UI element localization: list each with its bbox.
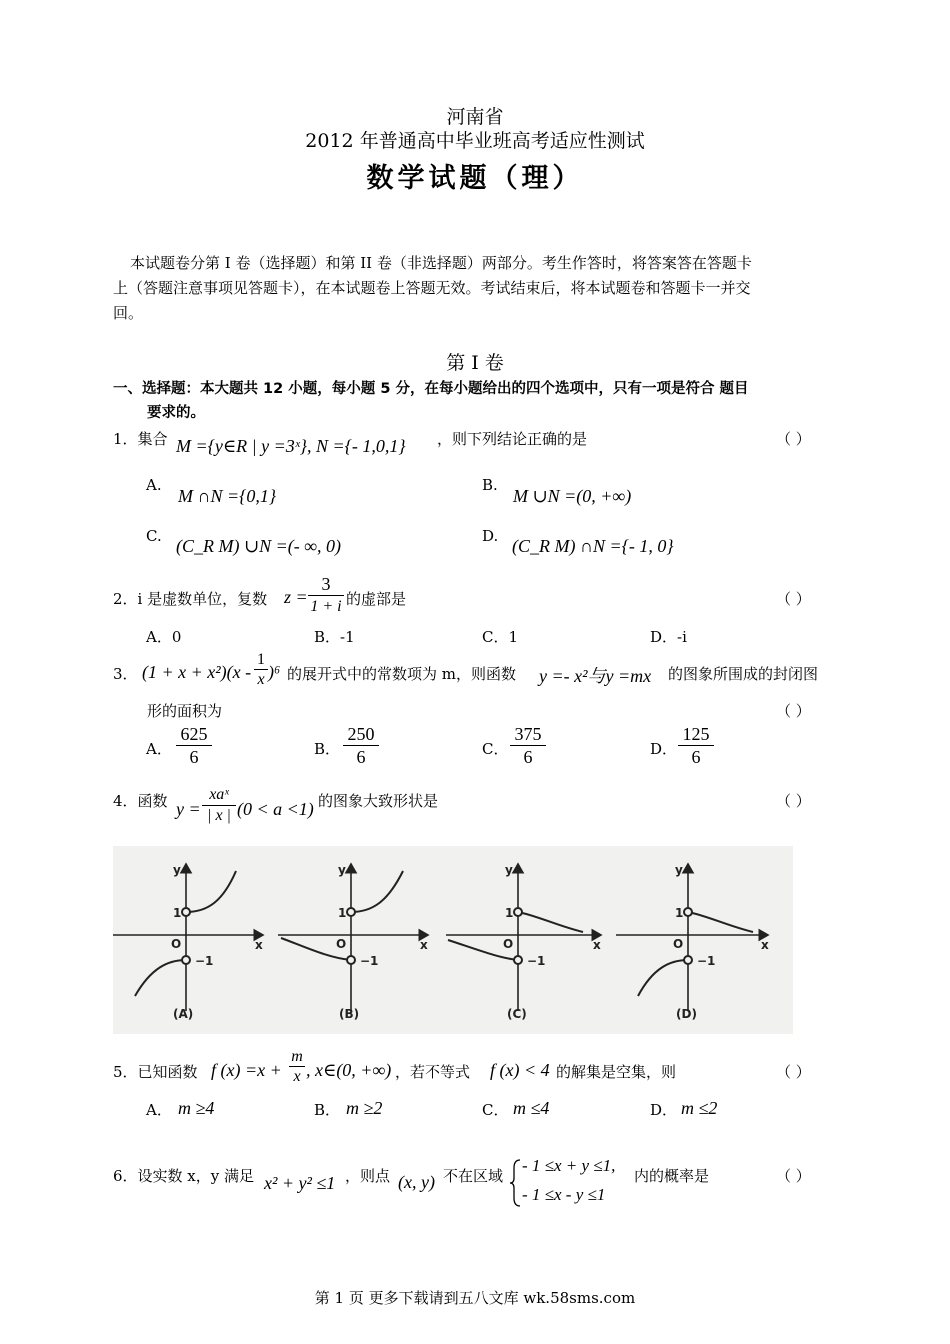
graph-c-curve-right [518,912,583,932]
graph-c-open-point-neg1 [514,956,522,964]
graph-a [113,864,263,1011]
graph-a-mark-neg1: −1 [195,954,214,968]
graph-b-caption: (B) [339,1007,360,1021]
section-heading-2: 要求的。 [147,405,205,421]
q6-answer-paren: （ ） [776,1167,811,1185]
q3-option-c: 375 6 [510,723,546,768]
q2-option-c: C．1 [482,628,519,646]
q5-func-left: f (x) =x + [211,1060,282,1080]
q5-frac-num: m [291,1048,303,1065]
q2-fraction [308,574,344,617]
graph-c-y-label: y [505,863,513,877]
intro-line-2: 上（答题注意事项见答题卡），在本试题卷上答题无效。考试结束后，将本试题卷和答题卡一并交 [113,279,751,297]
q5-option-c-letter: C． [482,1101,509,1119]
province-title: 河南省 [446,106,504,128]
graph-b [278,864,428,1011]
q5-func-right: , x∈(0, +∞) [306,1060,392,1080]
q5-frac-den: x [293,1068,301,1085]
graph-a-mark-1: 1 [173,906,182,920]
section-title: 第 I 卷 [446,352,504,374]
q3-option-a-letter: A． [146,740,172,758]
q3-fraction [254,650,268,689]
graph-d-curve-right [688,912,753,932]
q2-numerator: 3 [321,574,331,594]
q5-option-d-letter: D． [650,1101,678,1119]
q5-option-a: m ≥4 [178,1098,215,1118]
graph-b-origin: O [336,937,347,951]
graph-c-caption: (C) [507,1007,527,1021]
graph-d-open-point-1 [684,908,692,916]
graph-b-mark-1: 1 [338,906,347,920]
graph-a-curve-left [135,960,186,996]
q3-expr-right: )⁶ [268,662,281,682]
q3-frac-den: x [257,671,265,688]
graph-d-mark-neg1: −1 [697,954,716,968]
q3-frac-num: 1 [257,651,265,668]
q3-option-c-letter: C． [482,740,509,758]
graph-d-caption: (D) [676,1007,697,1021]
q1-option-b: M ∪N =(0, +∞) [513,486,632,506]
q2-number: 2．i 是虚数单位，复数 [113,590,268,608]
graph-d-curve-left [638,960,688,996]
q2-denominator: 1 + i [310,598,342,615]
q5-option-a-letter: A． [146,1101,172,1119]
q1-option-c: (C_R M) ∪N =(- ∞, 0) [176,536,342,556]
graph-c [446,864,601,1011]
graph-d-y-label: y [675,863,683,877]
q5-number: 5．已知函数 [113,1063,198,1081]
q2-option-a: A．0 [146,628,182,646]
graph-c-mark-neg1: −1 [527,954,546,968]
q1-answer-paren: （ ） [776,430,811,448]
q3-number: 3． [113,665,138,683]
q2-text: 的虚部是 [346,590,407,608]
graph-a-caption: (A) [173,1007,194,1021]
q5-fraction [289,1047,305,1086]
graph-a-curve-right [186,871,236,912]
q6-circle: x² + y² ≤1 [264,1173,336,1193]
graph-d-origin: O [673,937,684,951]
q5-answer-paren: （ ） [776,1063,811,1081]
graph-d-x-label: x [761,938,769,952]
q2-option-d: D．-i [650,628,687,646]
q3-text-3: 形的面积为 [147,702,223,720]
graph-b-mark-neg1: −1 [360,954,379,968]
q3-text-1: 的展开式中的常数项为 m，则函数 [287,665,516,683]
q6-system-2: - 1 ≤x - y ≤1 [522,1185,606,1204]
intro-line-3: 回。 [113,304,144,322]
q5-inequality: f (x) < 4 [490,1060,550,1080]
q2-option-b: B．-1 [314,628,355,646]
graph-c-mark-1: 1 [505,906,514,920]
q1-sets: M ={y∈R | y =3ˣ}, N ={- 1,0,1} [176,436,406,456]
q5-option-b: m ≥2 [346,1098,383,1118]
q5-option-d: m ≤2 [681,1098,718,1118]
graph-a-open-point-1 [182,908,190,916]
graph-b-y-label: y [338,863,346,877]
q6-system-1: - 1 ≤x + y ≤1, [522,1156,616,1175]
graph-d-mark-1: 1 [675,906,684,920]
q6-text-3: 内的概率是 [634,1167,710,1185]
q4-frac-den: | x | [207,807,231,824]
q5-text-1: ，若不等式 [395,1063,471,1081]
q4-fraction [202,785,236,826]
q3-option-b-letter: B． [314,740,341,758]
q4-graph-figure [113,846,793,1034]
section-heading-1: 一、选择题：本大题共 12 小题，每小题 5 分，在每小题给出的四个选项中，只有一项是符合 题目 [113,381,749,397]
q1-option-a-letter: A. [146,476,162,494]
q5-option-b-letter: B． [314,1101,341,1119]
q2-z: z = [284,587,308,607]
q1-text: ，则下列结论正确的是 [437,430,588,448]
graph-d [616,864,768,1011]
q5-text-2: 的解集是空集，则 [556,1063,677,1081]
q3-text-2: 的图象所围成的封闭图 [668,665,819,683]
graph-b-open-point-1 [347,908,355,916]
graph-a-y-label: y [173,863,181,877]
q3-expr-left: (1 + x + x²)(x - [142,662,252,682]
q2-answer-paren: （ ） [776,590,811,608]
q3-option-b: 250 6 [343,723,379,768]
graph-a-open-point-neg1 [182,956,190,964]
q4-condition: (0 < a <1) [237,799,314,819]
page-title: 数学试题（理） [366,163,584,194]
q1-option-a: M ∩N ={0,1} [178,486,277,506]
graph-d-open-point-neg1 [684,956,692,964]
q4-answer-paren: （ ） [776,792,811,810]
q6-brace [510,1158,522,1208]
q6-text-1: ，则点 [345,1167,391,1185]
q1-option-d-letter: D. [482,527,499,545]
q4-graphs-svg [113,846,793,1034]
graph-c-x-label: x [593,938,601,952]
q4-y: y = [176,799,201,819]
q6-number: 6．设实数 x，y 满足 [113,1167,255,1185]
exam-subtitle: 2012 年普通高中毕业班高考适应性测试 [305,130,645,152]
q6-point: (x, y) [398,1172,435,1192]
graph-c-open-point-1 [514,908,522,916]
q4-number: 4．函数 [113,792,168,810]
graph-a-x-label: x [255,938,263,952]
q1-option-d: (C_R M) ∩N ={- 1, 0} [512,536,674,556]
q3-answer-paren: （ ） [776,702,811,720]
graph-c-origin: O [503,937,514,951]
q3-option-a: 625 6 [176,723,212,768]
graph-b-x-label: x [420,938,428,952]
q3-functions: y =- x²与y =mx [539,666,652,686]
graph-b-open-point-neg1 [347,956,355,964]
q3-option-d-letter: D． [650,740,678,758]
q1-option-b-letter: B. [482,476,498,494]
intro-line-1: 本试题卷分第 I 卷（选择题）和第 II 卷（非选择题）两部分。考生作答时，将答案答在答题卡 [130,254,752,272]
q4-text: 的图象大致形状是 [318,792,439,810]
graph-a-origin: O [171,937,182,951]
q3-option-d: 125 6 [678,723,714,768]
q1-number: 1．集合 [113,430,168,448]
q4-frac-num: xaˣ [209,786,229,803]
page-footer: 第 1 页 更多下载请到五八文库 wk.58sms.com [314,1289,636,1307]
graph-b-curve-right [351,871,403,912]
q5-option-c: m ≤4 [513,1098,550,1118]
q6-text-2: 不在区域 [443,1167,504,1185]
q1-option-c-letter: C. [146,527,162,545]
